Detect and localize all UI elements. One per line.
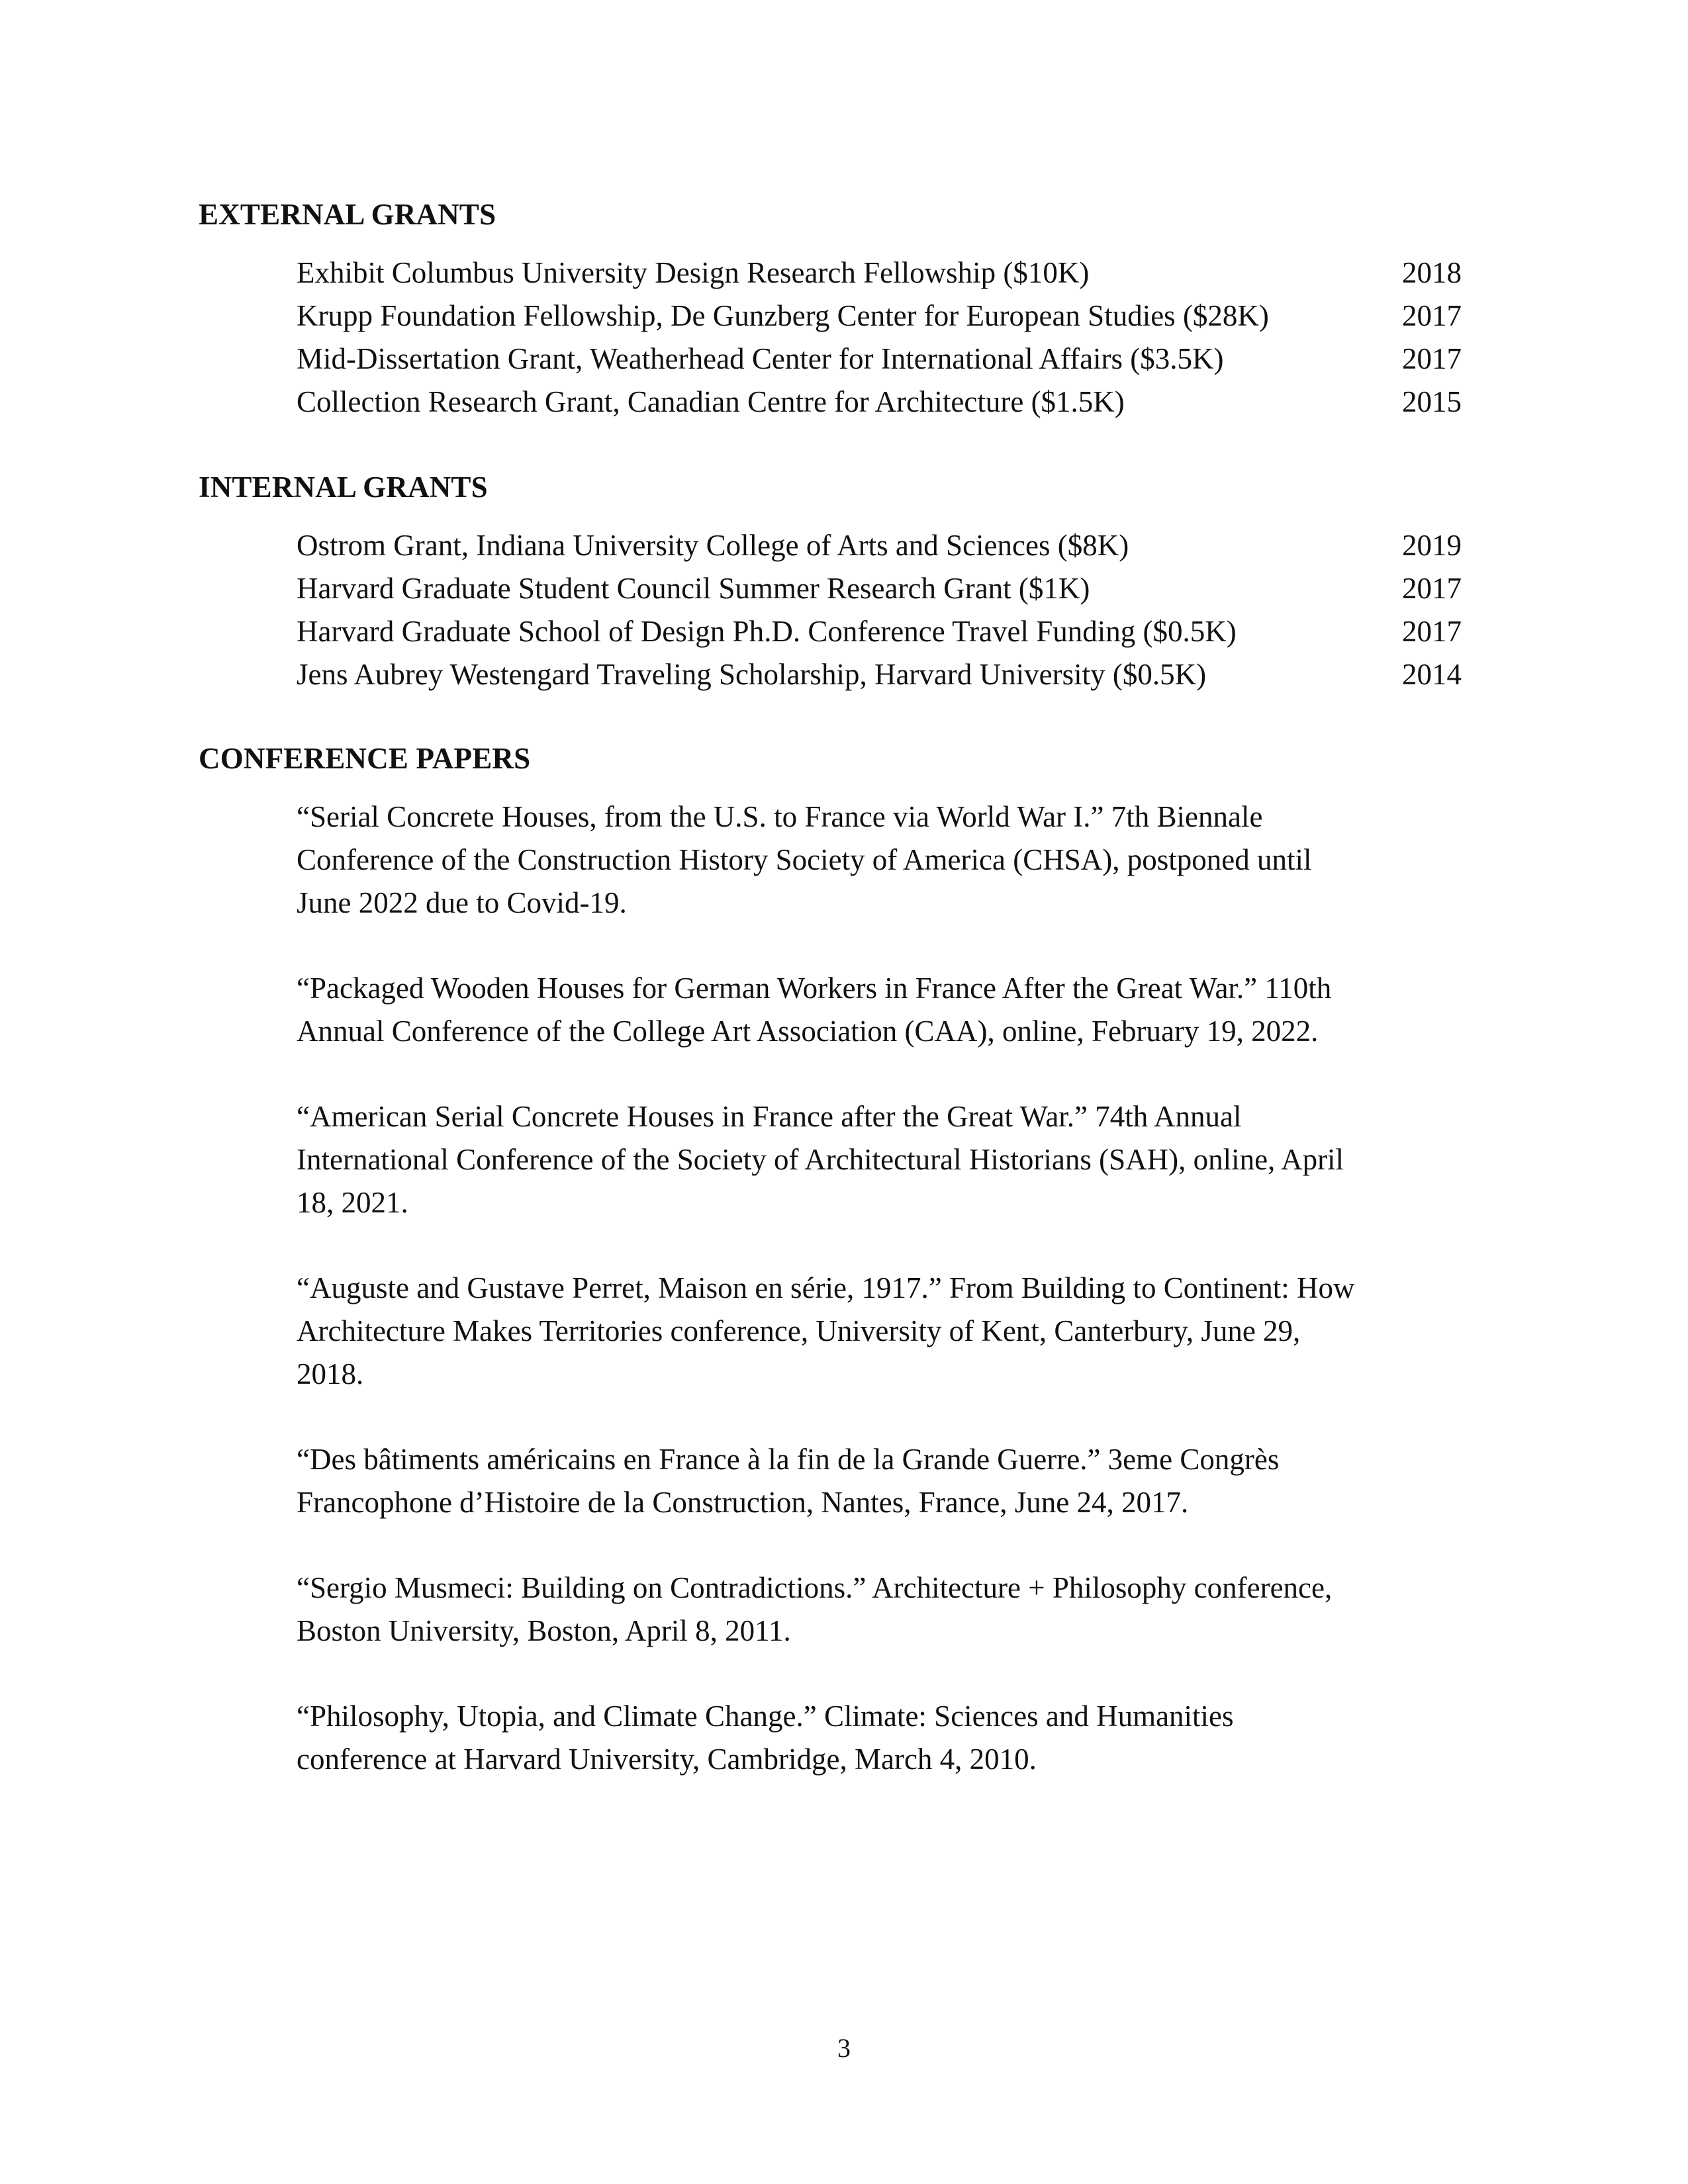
grant-row <box>297 570 1481 613</box>
conference-paper-entry: “Auguste and Gustave Perret, Maison en série, 1917.” From Building to Continent: How Architecture Makes Territories conference, University of Kent, Canterbury, June 29, 2018. <box>297 1271 1355 1390</box>
internal-grants-list <box>297 527 1481 699</box>
conference-paper-entry: “Des bâtiments américains en France à la fin de la Grande Guerre.” 3eme Congrès Francophone d’Histoire de la Construction, Nantes, France, June 24, 2017. <box>297 1443 1280 1519</box>
conference-paper-entry: “Sergio Musmeci: Building on Contradictions.” Architecture + Philosophy conference, Boston University, Boston, April 8, 2011. <box>297 1571 1333 1647</box>
grant-year: 2017 <box>1402 299 1462 332</box>
grant-row <box>297 340 1481 383</box>
grant-name: Jens Aubrey Westengard Traveling Scholarship, Harvard University ($0.5K) <box>297 658 1207 691</box>
conference-paper-entry: “Serial Concrete Houses, from the U.S. to France via World War I.” 7th Biennale Conference of the Construction History Society of America (CHSA), postponed until June 2022 due to Covid-19. <box>297 800 1312 919</box>
page-number: 3 <box>837 2033 851 2063</box>
grant-year: 2019 <box>1402 529 1462 562</box>
grant-year: 2017 <box>1402 342 1462 375</box>
grant-year: 2014 <box>1402 658 1462 691</box>
grant-name: Exhibit Columbus University Design Research Fellowship ($10K) <box>297 256 1090 289</box>
grant-row <box>297 656 1481 699</box>
grant-row <box>297 527 1481 570</box>
grant-name: Harvard Graduate Student Council Summer Research Grant ($1K) <box>297 572 1090 605</box>
grant-year: 2017 <box>1402 615 1462 648</box>
grant-row <box>297 383 1481 426</box>
grant-row <box>297 254 1481 297</box>
conference-papers-heading: CONFERENCE PAPERS <box>199 742 531 775</box>
external-grants-list <box>297 254 1481 426</box>
internal-grants-heading: INTERNAL GRANTS <box>199 471 488 504</box>
conference-paper-entry: “Packaged Wooden Houses for German Workers in France After the Great War.” 110th Annual Conference of the College Art Association (CAA), online, February 19, 2022. <box>297 972 1332 1048</box>
grant-row <box>297 297 1481 340</box>
grant-year: 2017 <box>1402 572 1462 605</box>
grant-name: Harvard Graduate School of Design Ph.D. Conference Travel Funding ($0.5K) <box>297 615 1237 648</box>
grant-year: 2015 <box>1402 385 1462 418</box>
grant-name: Ostrom Grant, Indiana University College of Arts and Sciences ($8K) <box>297 529 1129 562</box>
conference-paper-entry: “Philosophy, Utopia, and Climate Change.” Climate: Sciences and Humanities conference at Harvard University, Cambridge, March 4, 2010. <box>297 1700 1234 1776</box>
grant-name: Krupp Foundation Fellowship, De Gunzberg Center for European Studies ($28K) <box>297 299 1269 332</box>
grant-year: 2018 <box>1402 256 1462 289</box>
grant-name: Mid-Dissertation Grant, Weatherhead Center for International Affairs ($3.5K) <box>297 342 1224 375</box>
grant-row <box>297 613 1481 656</box>
conference-paper-entry: “American Serial Concrete Houses in France after the Great War.” 74th Annual International Conference of the Society of Architectural Historians (SAH), online, April 18, 2021. <box>297 1100 1344 1219</box>
external-grants-heading: EXTERNAL GRANTS <box>199 198 496 231</box>
grant-name: Collection Research Grant, Canadian Centre for Architecture ($1.5K) <box>297 385 1125 418</box>
conference-papers-list <box>297 796 1369 1823</box>
